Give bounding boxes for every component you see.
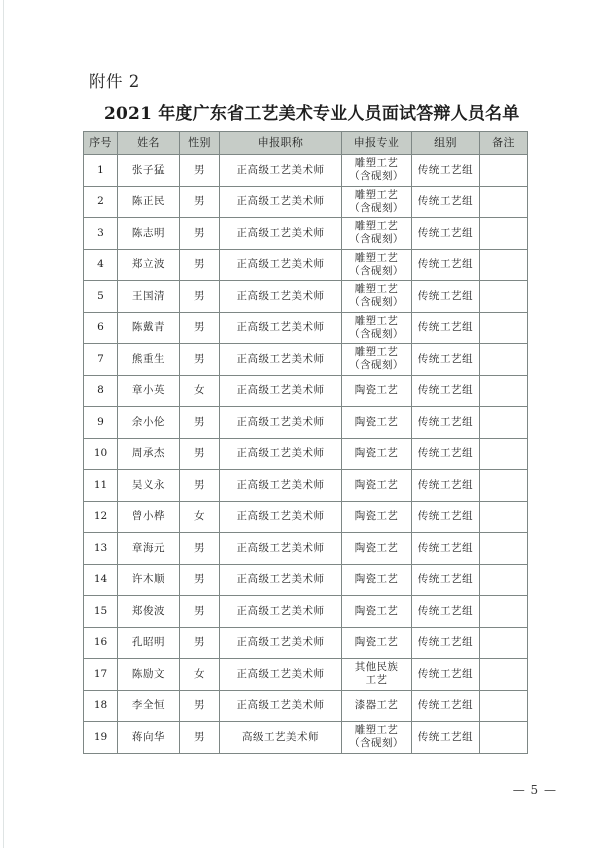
cell-declared-major — [342, 312, 412, 344]
page-title: 2021 年度广东省工艺美术专业人员面试答辩人员名单 — [104, 104, 520, 124]
cell-sequence-number: 1 — [84, 155, 118, 187]
cell-declared-major — [342, 344, 412, 376]
cell-candidate-name: 余小伦 — [118, 407, 180, 439]
cell-group: 传统工艺组 — [412, 596, 480, 628]
cell-group: 传统工艺组 — [412, 344, 480, 376]
cell-sequence-number: 19 — [84, 722, 118, 754]
cell-sequence-number: 2 — [84, 186, 118, 218]
major-line-secondary: （含砚刻） — [349, 296, 404, 309]
cell-declared-title: 正高级工艺美术师 — [220, 312, 342, 344]
cell-declared-title: 正高级工艺美术师 — [220, 186, 342, 218]
cell-sequence-number: 14 — [84, 564, 118, 596]
cell-candidate-name: 郑俊波 — [118, 596, 180, 628]
cell-sequence-number: 18 — [84, 690, 118, 722]
cell-group: 传统工艺组 — [412, 722, 480, 754]
cell-declared-major — [342, 438, 412, 470]
major-line-secondary: （含砚刻） — [349, 359, 404, 372]
cell-candidate-name: 陈戴青 — [118, 312, 180, 344]
column-header-major: 申报专业 — [342, 132, 412, 155]
cell-group: 传统工艺组 — [412, 501, 480, 533]
cell-group: 传统工艺组 — [412, 312, 480, 344]
cell-declared-title: 正高级工艺美术师 — [220, 155, 342, 187]
major-line-secondary: （含砚刻） — [349, 264, 404, 277]
cell-candidate-name: 陈正民 — [118, 186, 180, 218]
table-row — [84, 533, 528, 565]
cell-sequence-number: 16 — [84, 627, 118, 659]
cell-group: 传统工艺组 — [412, 155, 480, 187]
cell-declared-major — [342, 564, 412, 596]
cell-candidate-name: 许木顺 — [118, 564, 180, 596]
cell-sequence-number: 17 — [84, 659, 118, 691]
cell-gender: 男 — [180, 407, 220, 439]
cell-declared-major — [342, 186, 412, 218]
cell-declared-title: 正高级工艺美术师 — [220, 596, 342, 628]
cell-candidate-name: 曾小桦 — [118, 501, 180, 533]
cell-gender: 男 — [180, 596, 220, 628]
major-line-primary: 雕塑工艺 — [354, 188, 399, 201]
cell-group: 传统工艺组 — [412, 438, 480, 470]
major-line-primary: 雕塑工艺 — [354, 283, 399, 296]
table-row — [84, 281, 528, 313]
cell-remark — [480, 564, 528, 596]
cell-candidate-name: 周承杰 — [118, 438, 180, 470]
cell-declared-title: 正高级工艺美术师 — [220, 438, 342, 470]
cell-candidate-name: 蒋向华 — [118, 722, 180, 754]
cell-declared-major — [342, 627, 412, 659]
cell-declared-major — [342, 155, 412, 187]
cell-remark — [480, 438, 528, 470]
cell-candidate-name: 章小英 — [118, 375, 180, 407]
page-number-footer: — 5 — — [512, 783, 557, 797]
table-body — [84, 155, 528, 754]
cell-sequence-number: 13 — [84, 533, 118, 565]
cell-remark — [480, 596, 528, 628]
cell-declared-title: 正高级工艺美术师 — [220, 564, 342, 596]
cell-declared-title: 正高级工艺美术师 — [220, 470, 342, 502]
attachment-label: 附件 2 — [89, 72, 140, 91]
cell-declared-major — [342, 659, 412, 691]
cell-declared-title: 正高级工艺美术师 — [220, 281, 342, 313]
table-row — [84, 564, 528, 596]
major-line-primary: 陶瓷工艺 — [354, 604, 399, 617]
cell-gender: 男 — [180, 564, 220, 596]
cell-sequence-number: 8 — [84, 375, 118, 407]
table-row — [84, 722, 528, 754]
cell-gender: 男 — [180, 722, 220, 754]
cell-declared-title: 正高级工艺美术师 — [220, 533, 342, 565]
cell-remark — [480, 155, 528, 187]
major-line-secondary: 工艺 — [365, 674, 388, 687]
cell-group: 传统工艺组 — [412, 281, 480, 313]
major-line-secondary: （含砚刻） — [349, 170, 404, 183]
cell-gender: 男 — [180, 155, 220, 187]
cell-declared-major — [342, 407, 412, 439]
cell-declared-major — [342, 218, 412, 250]
table-row — [84, 470, 528, 502]
cell-candidate-name: 熊重生 — [118, 344, 180, 376]
major-line-secondary: （含砚刻） — [349, 327, 404, 340]
cell-remark — [480, 249, 528, 281]
cell-declared-title: 正高级工艺美术师 — [220, 627, 342, 659]
cell-remark — [480, 186, 528, 218]
cell-candidate-name: 章海元 — [118, 533, 180, 565]
cell-candidate-name: 吴义永 — [118, 470, 180, 502]
table-row — [84, 438, 528, 470]
cell-group: 传统工艺组 — [412, 249, 480, 281]
cell-candidate-name: 陈志明 — [118, 218, 180, 250]
table-row — [84, 186, 528, 218]
column-header-remark: 备注 — [480, 132, 528, 155]
cell-candidate-name: 王国清 — [118, 281, 180, 313]
cell-declared-major — [342, 375, 412, 407]
scan-edge-artifact — [3, 0, 4, 848]
table-header-row — [84, 132, 528, 155]
cell-declared-title: 正高级工艺美术师 — [220, 375, 342, 407]
cell-sequence-number: 12 — [84, 501, 118, 533]
cell-gender: 女 — [180, 501, 220, 533]
cell-sequence-number: 11 — [84, 470, 118, 502]
cell-gender: 男 — [180, 249, 220, 281]
cell-group: 传统工艺组 — [412, 564, 480, 596]
cell-sequence-number: 10 — [84, 438, 118, 470]
cell-remark — [480, 690, 528, 722]
cell-gender: 男 — [180, 627, 220, 659]
cell-sequence-number: 3 — [84, 218, 118, 250]
table-row — [84, 501, 528, 533]
cell-remark — [480, 501, 528, 533]
table-row — [84, 690, 528, 722]
table-row — [84, 155, 528, 187]
cell-declared-title: 正高级工艺美术师 — [220, 659, 342, 691]
cell-declared-major — [342, 249, 412, 281]
major-line-primary: 雕塑工艺 — [354, 157, 399, 170]
cell-candidate-name: 张子猛 — [118, 155, 180, 187]
cell-declared-title: 正高级工艺美术师 — [220, 344, 342, 376]
major-line-primary: 陶瓷工艺 — [354, 415, 399, 428]
cell-group: 传统工艺组 — [412, 186, 480, 218]
cell-declared-title: 正高级工艺美术师 — [220, 501, 342, 533]
major-line-primary: 陶瓷工艺 — [354, 636, 399, 649]
cell-declared-title: 正高级工艺美术师 — [220, 407, 342, 439]
cell-remark — [480, 344, 528, 376]
column-header-sex: 性别 — [180, 132, 220, 155]
cell-group: 传统工艺组 — [412, 407, 480, 439]
major-line-primary: 其他民族 — [354, 661, 399, 674]
cell-group: 传统工艺组 — [412, 690, 480, 722]
table-row — [84, 407, 528, 439]
cell-remark — [480, 722, 528, 754]
major-line-primary: 陶瓷工艺 — [354, 478, 399, 491]
cell-remark — [480, 281, 528, 313]
table-row — [84, 312, 528, 344]
cell-candidate-name: 郑立波 — [118, 249, 180, 281]
major-line-secondary: （含砚刻） — [349, 737, 404, 750]
major-line-primary: 雕塑工艺 — [354, 724, 399, 737]
table-header — [84, 132, 528, 155]
cell-gender: 男 — [180, 281, 220, 313]
cell-declared-major — [342, 722, 412, 754]
cell-remark — [480, 375, 528, 407]
major-line-primary: 陶瓷工艺 — [354, 573, 399, 586]
cell-declared-major — [342, 596, 412, 628]
table-row — [84, 218, 528, 250]
cell-gender: 男 — [180, 470, 220, 502]
roster-table-container — [83, 131, 527, 754]
cell-remark — [480, 312, 528, 344]
cell-gender: 男 — [180, 312, 220, 344]
cell-declared-major — [342, 470, 412, 502]
cell-declared-major — [342, 501, 412, 533]
cell-candidate-name: 孔昭明 — [118, 627, 180, 659]
major-line-primary: 雕塑工艺 — [354, 346, 399, 359]
cell-gender: 男 — [180, 438, 220, 470]
cell-declared-major — [342, 690, 412, 722]
column-header-seq: 序号 — [84, 132, 118, 155]
cell-sequence-number: 9 — [84, 407, 118, 439]
table-row — [84, 344, 528, 376]
cell-candidate-name: 陈励文 — [118, 659, 180, 691]
cell-group: 传统工艺组 — [412, 659, 480, 691]
cell-declared-major — [342, 533, 412, 565]
major-line-primary: 陶瓷工艺 — [354, 447, 399, 460]
major-line-primary: 陶瓷工艺 — [354, 510, 399, 523]
cell-group: 传统工艺组 — [412, 218, 480, 250]
column-header-group: 组别 — [412, 132, 480, 155]
cell-group: 传统工艺组 — [412, 470, 480, 502]
cell-remark — [480, 470, 528, 502]
cell-group: 传统工艺组 — [412, 533, 480, 565]
cell-group: 传统工艺组 — [412, 627, 480, 659]
major-line-primary: 雕塑工艺 — [354, 251, 399, 264]
column-header-title: 申报职称 — [220, 132, 342, 155]
major-line-primary: 雕塑工艺 — [354, 220, 399, 233]
table-row — [84, 249, 528, 281]
cell-candidate-name: 李全恒 — [118, 690, 180, 722]
table-row — [84, 596, 528, 628]
cell-sequence-number: 6 — [84, 312, 118, 344]
cell-gender: 女 — [180, 659, 220, 691]
cell-gender: 女 — [180, 375, 220, 407]
cell-sequence-number: 5 — [84, 281, 118, 313]
cell-remark — [480, 627, 528, 659]
cell-group: 传统工艺组 — [412, 375, 480, 407]
cell-remark — [480, 659, 528, 691]
cell-declared-title: 正高级工艺美术师 — [220, 249, 342, 281]
cell-declared-title: 高级工艺美术师 — [220, 722, 342, 754]
cell-declared-major — [342, 281, 412, 313]
column-header-name: 姓名 — [118, 132, 180, 155]
cell-gender: 男 — [180, 533, 220, 565]
major-line-primary: 陶瓷工艺 — [354, 541, 399, 554]
table-row — [84, 375, 528, 407]
cell-remark — [480, 407, 528, 439]
roster-table — [83, 131, 528, 754]
table-row — [84, 659, 528, 691]
cell-gender: 男 — [180, 218, 220, 250]
cell-sequence-number: 7 — [84, 344, 118, 376]
major-line-secondary: （含砚刻） — [349, 201, 404, 214]
cell-gender: 男 — [180, 344, 220, 376]
cell-declared-title: 正高级工艺美术师 — [220, 218, 342, 250]
cell-declared-title: 正高级工艺美术师 — [220, 690, 342, 722]
major-line-secondary: （含砚刻） — [349, 233, 404, 246]
major-line-primary: 陶瓷工艺 — [354, 384, 399, 397]
major-line-primary: 雕塑工艺 — [354, 314, 399, 327]
cell-gender: 男 — [180, 690, 220, 722]
major-line-primary: 漆器工艺 — [354, 699, 399, 712]
table-row — [84, 627, 528, 659]
cell-gender: 男 — [180, 186, 220, 218]
cell-sequence-number: 15 — [84, 596, 118, 628]
cell-sequence-number: 4 — [84, 249, 118, 281]
cell-remark — [480, 218, 528, 250]
cell-remark — [480, 533, 528, 565]
